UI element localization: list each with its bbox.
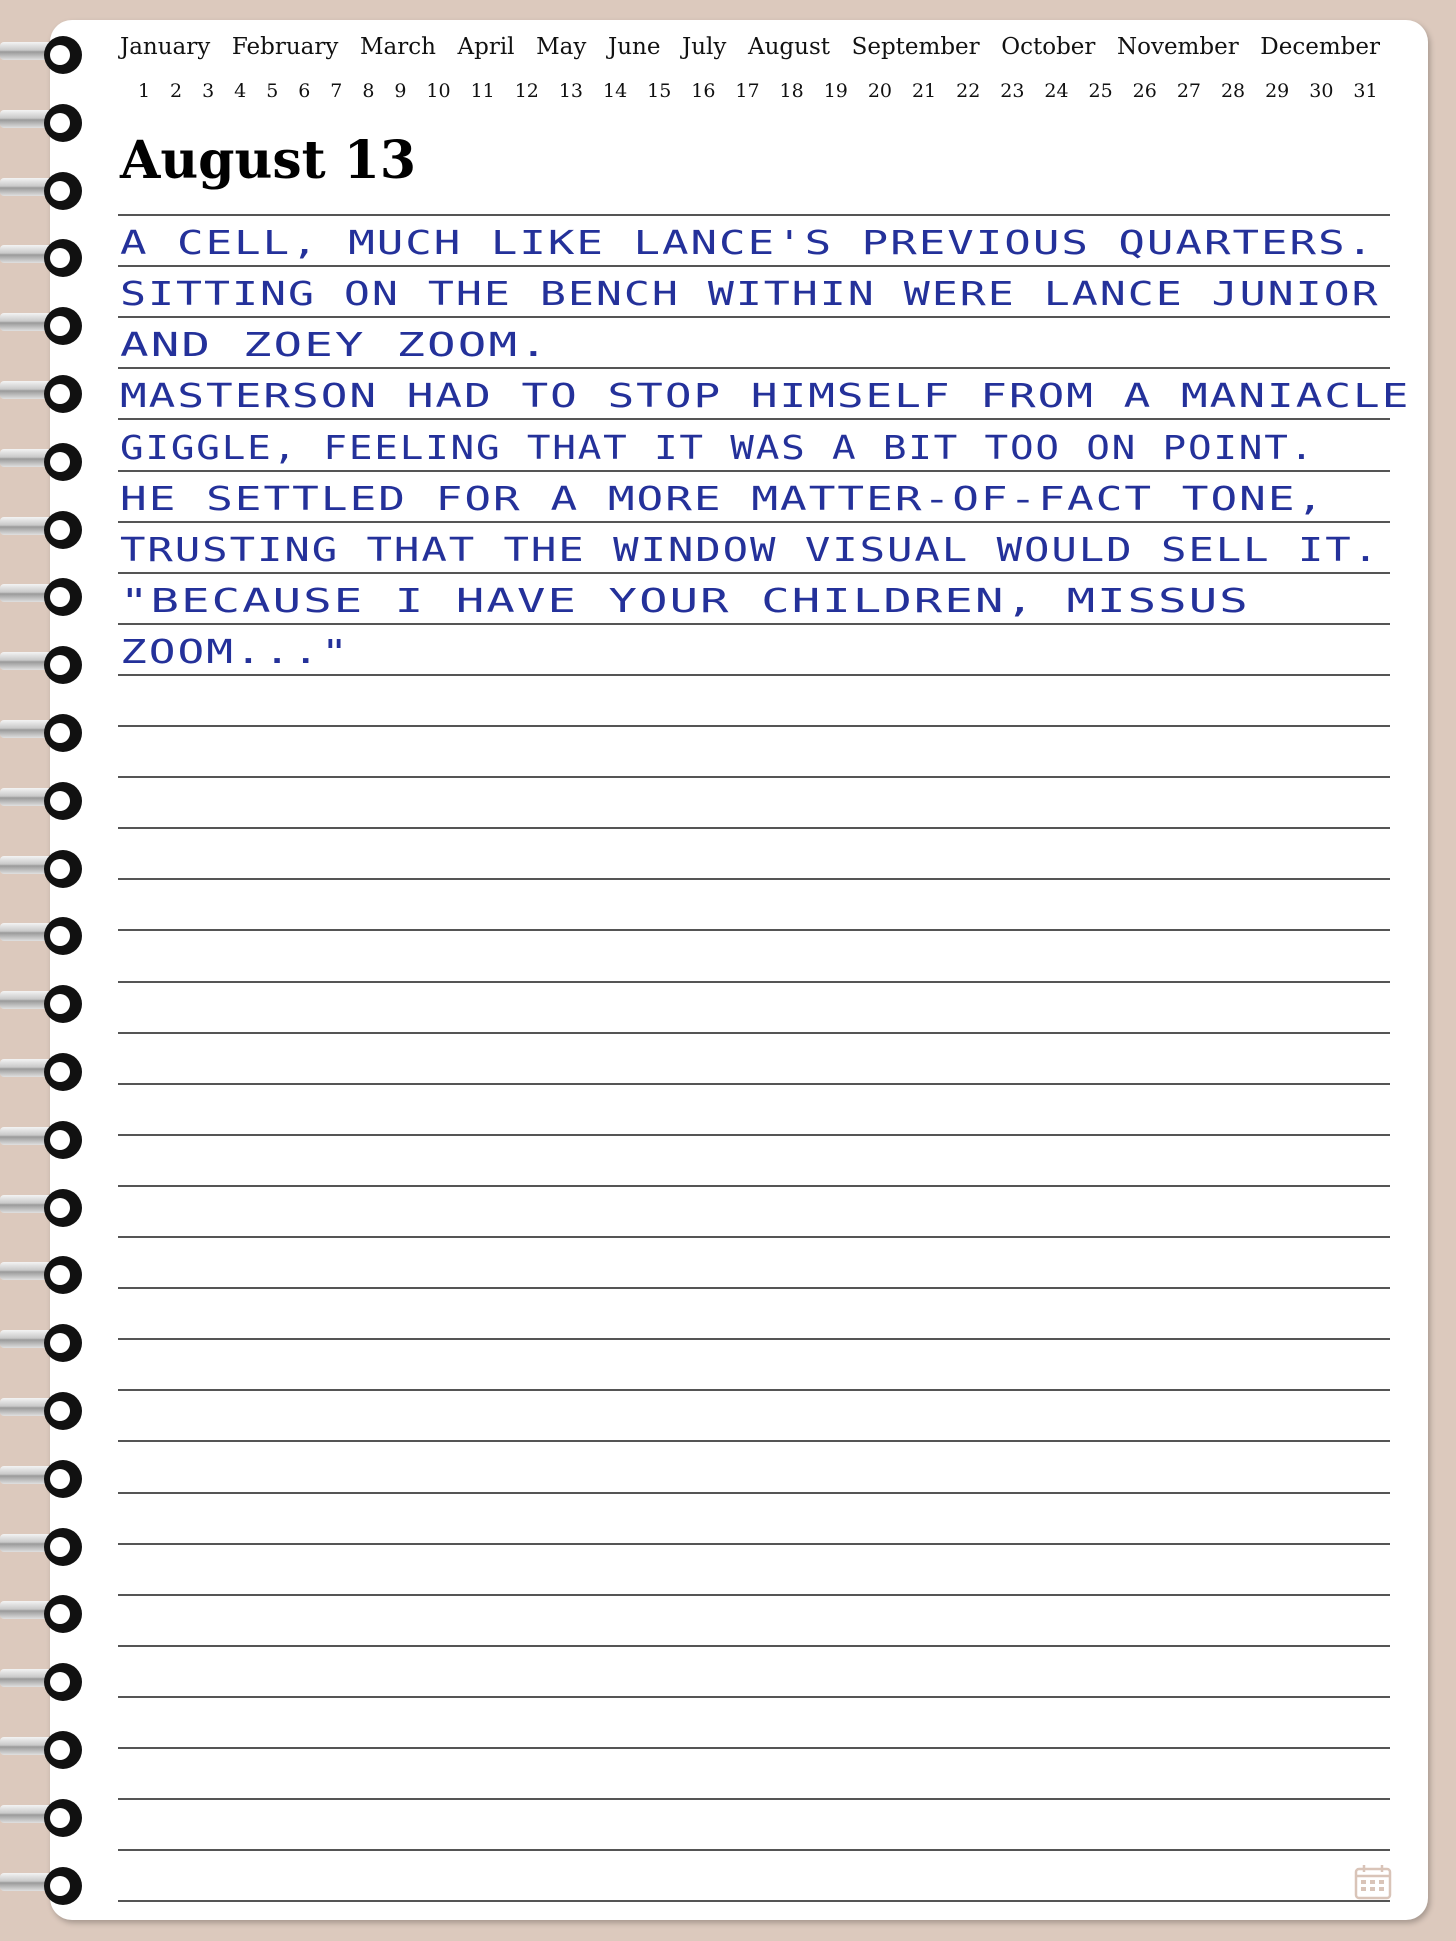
month-december[interactable]: December — [1260, 34, 1380, 60]
ruled-line — [118, 367, 1390, 369]
spiral-ring — [0, 838, 92, 898]
spiral-ring — [0, 1041, 92, 1101]
ruled-line — [118, 1900, 1390, 1902]
handwriting-line: HE SETTLED FOR A MORE MATTER-OF-FACT TONE, — [120, 478, 1326, 518]
day-27[interactable]: 27 — [1176, 80, 1201, 102]
spiral-ring — [0, 363, 92, 423]
day-18[interactable]: 18 — [779, 80, 804, 102]
ruled-line — [118, 1696, 1390, 1698]
spiral-ring — [0, 634, 92, 694]
ruled-line — [118, 776, 1390, 778]
month-july[interactable]: July — [682, 34, 727, 60]
month-march[interactable]: March — [359, 34, 436, 60]
spiral-ring — [0, 1651, 92, 1711]
day-13[interactable]: 13 — [558, 80, 584, 102]
day-8[interactable]: 8 — [362, 80, 375, 102]
spiral-ring — [0, 24, 92, 84]
handwriting-line: SITTING ON THE BENCH WITHIN WERE LANCE JUNIOR — [120, 274, 1380, 314]
day-5[interactable]: 5 — [266, 80, 279, 102]
handwriting-line: AND ZOEY ZOOM. — [120, 325, 550, 365]
month-august[interactable]: August — [747, 34, 830, 60]
ruled-line — [118, 1185, 1390, 1187]
spiral-ring — [0, 499, 92, 559]
month-april[interactable]: April — [457, 34, 515, 60]
day-29[interactable]: 29 — [1265, 80, 1290, 102]
spiral-ring — [0, 160, 92, 220]
spiral-ring — [0, 1109, 92, 1169]
month-february[interactable]: February — [231, 34, 339, 60]
ruled-line — [118, 214, 1390, 216]
ruled-line — [118, 623, 1390, 625]
day-15[interactable]: 15 — [647, 80, 672, 102]
ruled-line — [118, 316, 1390, 318]
day-3[interactable]: 3 — [202, 80, 215, 102]
ruled-line — [118, 981, 1390, 983]
day-17[interactable]: 17 — [735, 80, 760, 102]
day-25[interactable]: 25 — [1088, 80, 1113, 102]
day-21[interactable]: 21 — [911, 80, 937, 102]
ruled-line — [118, 1287, 1390, 1289]
spiral-ring — [0, 227, 92, 287]
ruled-line — [118, 1798, 1390, 1800]
ruled-line — [118, 1594, 1390, 1596]
month-october[interactable]: October — [1001, 34, 1096, 60]
ruled-line — [118, 1543, 1390, 1545]
spiral-ring — [0, 770, 92, 830]
ruled-line — [118, 265, 1390, 267]
ruled-line — [118, 1032, 1390, 1034]
ruled-line — [118, 1083, 1390, 1085]
page-title: August 13 — [120, 130, 417, 191]
day-28[interactable]: 28 — [1220, 80, 1246, 102]
day-31[interactable]: 31 — [1353, 80, 1378, 102]
day-12[interactable]: 12 — [514, 80, 539, 102]
day-14[interactable]: 14 — [602, 80, 628, 102]
ruled-line — [118, 418, 1390, 420]
spiral-ring — [0, 295, 92, 355]
ruled-line — [118, 725, 1390, 727]
spiral-ring — [0, 1516, 92, 1576]
spiral-ring — [0, 92, 92, 152]
spiral-ring — [0, 1244, 92, 1304]
day-16[interactable]: 16 — [691, 80, 716, 102]
day-1[interactable]: 1 — [138, 80, 151, 102]
month-september[interactable]: September — [851, 34, 980, 60]
spiral-ring — [0, 1583, 92, 1643]
spiral-ring — [0, 702, 92, 762]
day-23[interactable]: 23 — [1000, 80, 1025, 102]
ruled-line — [118, 674, 1390, 676]
handwriting-line: ZOOM..." — [120, 631, 350, 671]
spiral-ring — [0, 1448, 92, 1508]
ruled-line — [118, 878, 1390, 880]
ruled-line — [118, 1338, 1390, 1340]
handwriting-line: TRUSTING THAT THE WINDOW VISUAL WOULD SELL IT. — [120, 529, 1381, 569]
ruled-line — [118, 827, 1390, 829]
handwriting-line: MASTERSON HAD TO STOP HIMSELF FROM A MANIACLE — [120, 376, 1411, 416]
day-selector — [138, 80, 1378, 102]
month-may[interactable]: May — [536, 34, 587, 60]
day-10[interactable]: 10 — [426, 80, 451, 102]
ruled-line — [118, 1440, 1390, 1442]
ruled-line — [118, 929, 1390, 931]
calendar-icon[interactable] — [1354, 1864, 1392, 1900]
day-19[interactable]: 19 — [823, 80, 848, 102]
month-june[interactable]: June — [607, 34, 661, 60]
ruled-line — [118, 572, 1390, 574]
spiral-ring — [0, 566, 92, 626]
ruled-line — [118, 521, 1390, 523]
day-4[interactable]: 4 — [234, 80, 247, 102]
spiral-ring — [0, 1855, 92, 1915]
month-selector — [120, 34, 1380, 60]
day-22[interactable]: 22 — [956, 80, 981, 102]
spiral-ring — [0, 1787, 92, 1847]
ruled-line — [118, 470, 1390, 472]
handwriting-line: GIGGLE, FEELING THAT IT WAS A BIT TOO ON POINT. — [120, 427, 1316, 467]
month-november[interactable]: November — [1116, 34, 1239, 60]
ruled-line — [118, 1389, 1390, 1391]
day-2[interactable]: 2 — [170, 80, 183, 102]
ruled-line — [118, 1645, 1390, 1647]
handwriting-line: A CELL, MUCH LIKE LANCE'S PREVIOUS QUARTERS. — [120, 223, 1376, 263]
day-24[interactable]: 24 — [1044, 80, 1069, 102]
spiral-binding — [0, 0, 100, 1941]
ruled-line — [118, 1849, 1390, 1851]
spiral-ring — [0, 905, 92, 965]
day-6[interactable]: 6 — [298, 80, 311, 102]
day-7[interactable]: 7 — [330, 80, 343, 102]
spiral-ring — [0, 973, 92, 1033]
spiral-ring — [0, 1719, 92, 1779]
ruled-line — [118, 1747, 1390, 1749]
spiral-ring — [0, 1380, 92, 1440]
ruled-line — [118, 1134, 1390, 1136]
day-20[interactable]: 20 — [867, 80, 893, 102]
spiral-ring — [0, 1312, 92, 1372]
spiral-ring — [0, 1177, 92, 1237]
ruled-line — [118, 1236, 1390, 1238]
spiral-ring — [0, 431, 92, 491]
day-11[interactable]: 11 — [470, 80, 495, 102]
day-9[interactable]: 9 — [394, 80, 407, 102]
ruled-line — [118, 1492, 1390, 1494]
day-26[interactable]: 26 — [1132, 80, 1157, 102]
day-30[interactable]: 30 — [1309, 80, 1334, 102]
month-january[interactable]: January — [120, 34, 211, 60]
handwriting-line: "BECAUSE I HAVE YOUR CHILDREN, MISSUS — [120, 580, 1250, 620]
